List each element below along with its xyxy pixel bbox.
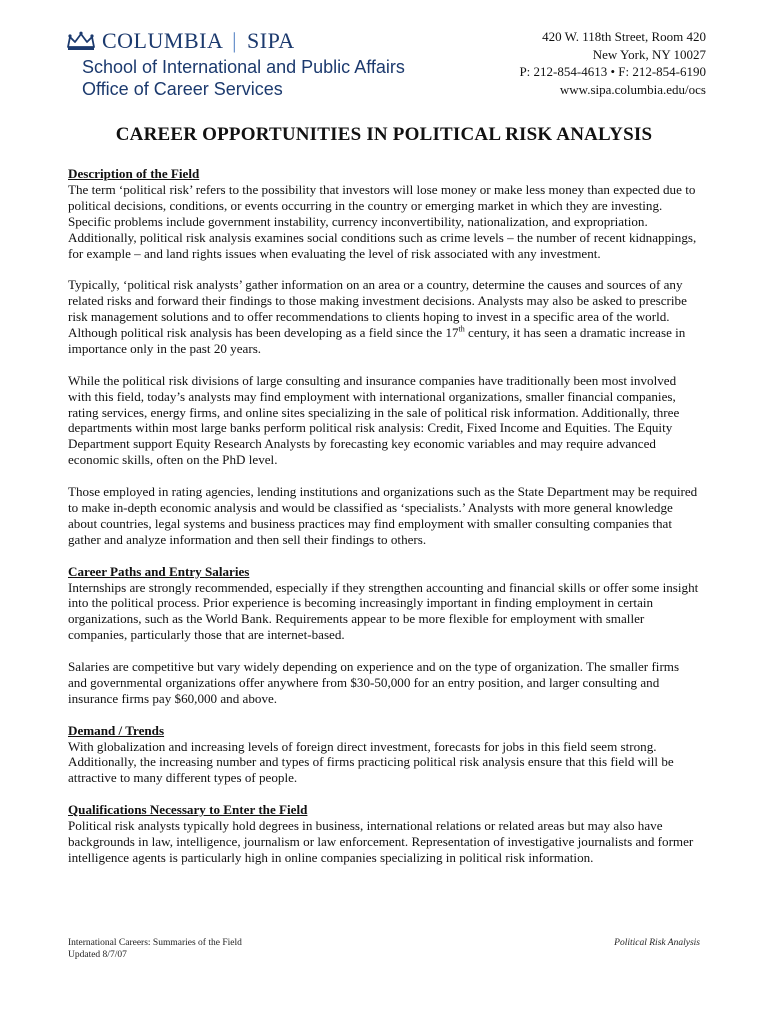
office-name: Office of Career Services — [82, 79, 283, 99]
footer-topic: Political Risk Analysis — [614, 938, 700, 948]
brand-separator: | — [232, 28, 238, 53]
section-qualifications — [68, 802, 700, 866]
document-body — [68, 166, 700, 882]
paragraph — [68, 277, 700, 357]
paragraph: The term ‘political risk’ refers to the possibility that investors will lose money or make less money than expected due to political decisions, conditions, or events occurring in the country or emerging market in which they are investing. Specific problems include government instability, currency inconvertibility, nationalization, and expropriation. Additionally, political risk analysis examines social conditions such as crime levels – the number of recent kidnappings, for example – and land rights issues when evaluating the level of risk associated with any investment. — [68, 181, 697, 261]
paragraph: Salaries are competitive but vary widely depending on experience and on the type of organization. The smaller firms and governmental organizations offer anywhere from $30-50,000 for an entry position, and larger consulting and insurance firms pay $60,000 and above. — [68, 659, 680, 706]
columbia-sipa-logo — [66, 28, 426, 100]
section-career-paths — [68, 564, 700, 707]
address-phone-fax: P: 212-854-4613 • F: 212-854-6190 — [519, 64, 706, 79]
paragraph-text: century, it has seen a dramatic increase in importance only in the past 20 years. — [68, 325, 686, 356]
document-title: CAREER OPPORTUNITIES IN POLITICAL RISK ANALYSIS — [115, 124, 653, 145]
address-street: 420 W. 118th Street, Room 420 — [542, 29, 706, 44]
brand-wordmark — [102, 28, 295, 54]
section-heading: Qualifications Necessary to Enter the Field — [68, 802, 308, 818]
superscript: th — [458, 324, 465, 334]
address-website: www.sipa.columbia.edu/ocs — [559, 81, 706, 97]
paragraph: Political risk analysts typically hold degrees in business, international relations or related areas but may also have backgrounds in law, intelligence, journalism or law enforcement. Representation of investigative journalists and former intelligence agents is particularly high in online companies specializing in political risk information. — [68, 818, 694, 865]
paragraph-text: Typically, ‘political risk analysts’ gather information on an area or a country, determine the causes and sources of any related risks and forward their findings to those making investment decisions. Analysts may also be asked to prescribe risk management solutions and to offer recommendations to clients hoping to invest in a specific area of the world. Although political risk analysis has been developing as a field since the 17 — [68, 277, 687, 341]
contact-address — [519, 28, 706, 98]
page-footer — [68, 937, 700, 961]
letterhead — [66, 28, 706, 100]
crown-icon — [66, 31, 96, 51]
paragraph: Those employed in rating agencies, lending institutions and organizations such as the State Department may be required to make in-depth economic analysis and would be classified as ‘specialists.’ Analysts with more general knowledge about countries, legal systems and business practices may find employment with smaller consulting companies that gather and analyze information and then sell their findings to others. — [68, 484, 698, 547]
paragraph: With globalization and increasing levels of foreign direct investment, forecasts for jobs in this field seem strong. Additionally, the increasing number and types of firms practicing political risk analysis ensure that this field will be attractive to many different types of people. — [68, 738, 674, 786]
section-heading: Demand / Trends — [68, 722, 165, 738]
school-name: School of International and Public Affairs — [82, 57, 405, 77]
footer-left — [68, 937, 700, 961]
section-heading: Career Paths and Entry Salaries — [68, 563, 250, 579]
section-heading: Description of the Field — [68, 166, 200, 181]
university-name: COLUMBIA — [102, 28, 223, 53]
paragraph: Internships are strongly recommended, especially if they strengthen accounting and financial skills or offer some insight into the political process. Prior experience is becoming increasingly important in finding employment in certain organizations, such as the World Bank. Requirements appear to be more flexible for employment with smaller companies, particularly those that are internet-based. — [68, 579, 699, 643]
address-city: New York, NY 10027 — [592, 46, 706, 62]
paragraph: While the political risk divisions of large consulting and insurance companies have traditionally been most involved with this field, today’s analysts may find employment with international organizations, smaller financial companies, rating services, energy firms, and online sites specializing in the sale of political risk information. Additionally, three departments within most large banks perform political risk analysis: Credit, Fixed Income and Equities. The Equity Department support Equity Research Analysts by forecasting key economic variables and may require advanced economic skills, often on the PhD level. — [68, 372, 680, 468]
unit-name: SIPA — [247, 28, 295, 53]
footer-updated: Updated 8/7/07 — [68, 950, 127, 960]
section-description — [68, 166, 700, 548]
section-demand-trends — [68, 723, 700, 787]
footer-series: International Careers: Summaries of the Field — [68, 938, 242, 948]
